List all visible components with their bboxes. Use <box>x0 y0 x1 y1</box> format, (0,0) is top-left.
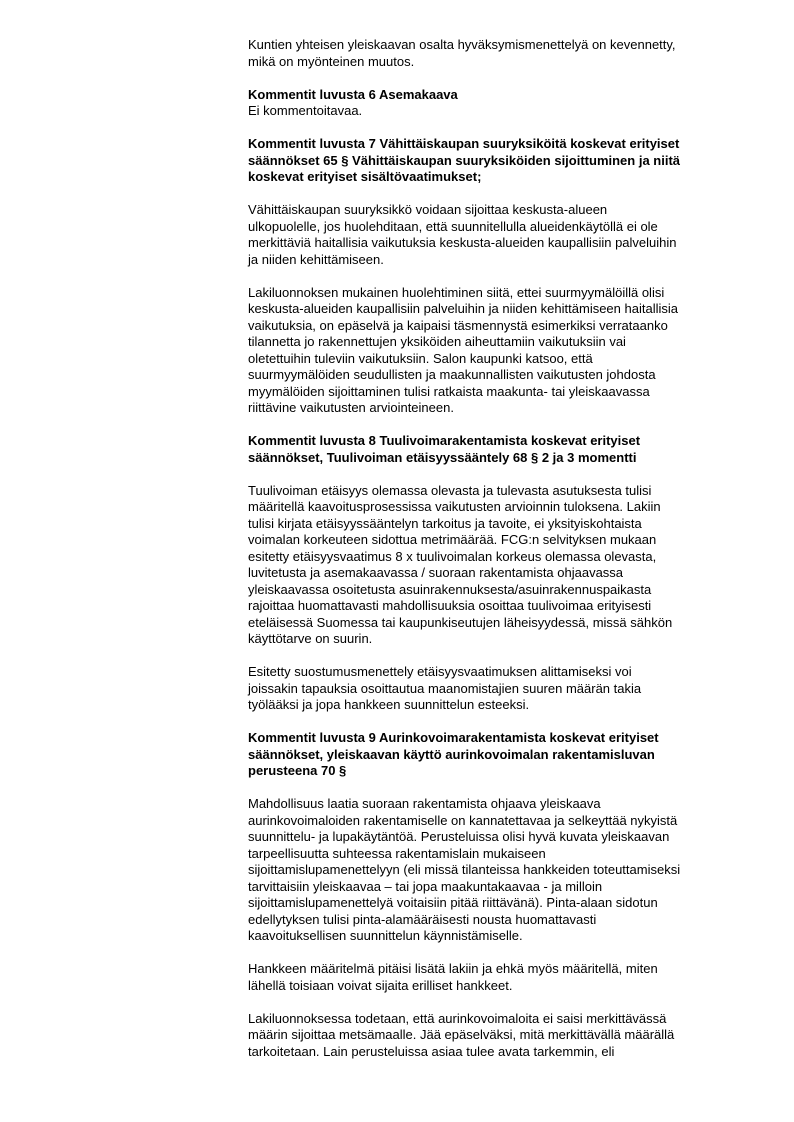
text-line: Esitetty suostumusmenettely etäisyysvaatimuksen alittamiseksi voi <box>248 664 632 679</box>
body-paragraph <box>248 37 738 70</box>
text-line: joissakin tapauksia osoittautua maanomistajien suuren määrän takia <box>248 680 642 696</box>
text-line: Kuntien yhteisen yleiskaavan osalta hyväksymismenettelyä on kevennetty, <box>248 37 676 52</box>
text-line: voimalan korkeuteen sidottua metrimäärää. FCG:n selvityksen mukaan <box>248 532 657 547</box>
text-line: aurinkovoimaloiden rakentamiselle on kannatettavaa ja selkeyttää nykyistä <box>248 812 678 828</box>
text-line: koskevat erityiset sisältövaatimukset; <box>248 169 482 184</box>
text-line: ulkopuolelle, jos huolehditaan, että suunnitellulla alueidenkäytöllä ei ole <box>248 218 658 234</box>
text-line: sijoittamislupamenettelyyn (eli missä tilanteissa hankkeiden toteuttamiseksi <box>248 862 681 877</box>
text-line: työlääksi ja jopa hankkeen suunnittelun esteeksi. <box>248 697 530 712</box>
text-line: määritellä kaavoitusprosessissa vaikutusten arvioinnin tuloksena. Lakiin <box>248 499 661 514</box>
body-paragraph <box>248 1011 738 1061</box>
text-line: Kommentit luvusta 7 Vähittäiskaupan suuryksiköitä koskevat erityiset <box>248 136 680 151</box>
text-line: suunnittelu- ja lupakäytäntöä. Perusteluissa olisi hyvä kuvata yleiskaavan <box>248 829 670 844</box>
text-line: tilannetta jo rakennettujen yksiköiden aiheuttamiin vaikutuksiin vai <box>248 334 626 349</box>
text-line: perusteena 70 § <box>248 763 347 778</box>
text-line: Lakiluonnoksessa todetaan, että aurinkovoimaloita ei saisi merkittävässä <box>248 1010 667 1026</box>
body-paragraph <box>248 664 738 714</box>
text-line: myymälöiden sijoittaminen tulisi ratkaista maakunta- tai yleiskaavassa <box>248 383 650 399</box>
text-line: Vähittäiskaupan suuryksikkö voidaan sijoittaa keskusta-alueen <box>248 202 608 217</box>
body-paragraph <box>248 961 738 994</box>
body-paragraph <box>248 202 738 268</box>
text-line: suurmyymälöiden seudullisten ja maakunnallisten vaikutusten johdosta <box>248 367 656 382</box>
body-paragraph <box>248 103 738 120</box>
text-line: esitetty etäisyysvaatimus 8 x tuulivoimalan korkeus olemassa olevasta, <box>248 548 657 564</box>
text-line: Kommentit luvusta 8 Tuulivoimarakentamista koskevat erityiset <box>248 433 641 448</box>
body-paragraph <box>248 796 738 945</box>
text-line: riittävine vaikutusten arviointeineen. <box>248 400 454 415</box>
text-line: ja niiden kehittämiseen. <box>248 251 384 267</box>
text-line: lähellä toisiaan voivat sijaita erilliset hankkeet. <box>248 977 513 993</box>
text-line: eteläisessä Suomessa tai kaupunkiseutujen läheisyydessä, missä sähkön <box>248 614 673 630</box>
text-line: oletettuihin tuleviin vaikutuksiin. Salon kaupunki katsoo, että <box>248 350 593 366</box>
section-heading <box>248 136 738 186</box>
text-line: vaikutuksia, on epäselvä ja kaipaisi täsmennystä esimerkiksi verrataanko <box>248 317 668 333</box>
text-line: mikä on myönteinen muutos. <box>248 53 415 69</box>
text-line: säännökset, Tuulivoiman etäisyyssääntely 68 § 2 ja 3 momentti <box>248 449 637 465</box>
text-line: tarpeellisuutta suhteessa rakentamislain mukaiseen <box>248 845 546 861</box>
text-line: määrin sijoittaa metsämaalle. Jää epäselväksi, mitä merkittävällä määrällä <box>248 1027 675 1042</box>
document-page <box>248 37 738 1060</box>
body-paragraph <box>248 483 738 648</box>
text-line: käyttötarve on suurin. <box>248 631 373 646</box>
text-line: sijoittamislupamenettelyä voitaisiin pitää riittävänä). Pinta-alaan sidotun <box>248 895 658 910</box>
text-line: luvitetusta ja asemakaavassa / suoraan rakentamista ohjaavassa <box>248 565 624 580</box>
text-line: Ei kommentoitavaa. <box>248 103 363 118</box>
section-heading <box>248 730 738 780</box>
text-line: tarvittaisiin yleiskaavaa – tai jopa maakuntakaavaa - ja milloin <box>248 878 603 894</box>
text-line: tarkoitetaan. Lain perusteluissa asiaa tulee avata tarkemmin, eli <box>248 1043 615 1059</box>
section-heading <box>248 87 738 104</box>
text-line: säännökset 65 § Vähittäiskaupan suuryksiköiden sijoittuminen ja niitä <box>248 152 681 168</box>
text-line: Kommentit luvusta 6 Asemakaava <box>248 86 458 102</box>
text-line: säännökset, yleiskaavan käyttö aurinkovoimalan rakentamisluvan <box>248 746 655 762</box>
text-line: Lakiluonnoksen mukainen huolehtiminen siitä, ettei suurmyymälöillä olisi <box>248 284 665 300</box>
text-line: rajoittaa huomattavasti mahdollisuuksia osoittaa tuulivoimaa erityisesti <box>248 598 652 613</box>
text-line: Tuulivoiman etäisyys olemassa olevasta ja tulevasta asutuksesta tulisi <box>248 482 652 498</box>
text-line: tulisi kirjata etäisyyssääntelyn tarkoitus ja tavoite, ei yksityiskohtaista <box>248 515 642 531</box>
text-line: keskusta-alueiden kaupallisiin palveluihin ja niiden kehittämiseen haitallisia <box>248 301 678 316</box>
text-line: kaavoituksellisen suunnittelun käynnistämiselle. <box>248 928 523 943</box>
text-line: Mahdollisuus laatia suoraan rakentamista ohjaava yleiskaava <box>248 796 601 811</box>
text-line: Kommentit luvusta 9 Aurinkovoimarakentamista koskevat erityiset <box>248 730 659 745</box>
text-line: yleiskaavassa osoitetusta asuinrakennuksesta/asuinrakennuspaikasta <box>248 581 652 597</box>
text-line: Hankkeen määritelmä pitäisi lisätä lakiin ja ehkä myös määritellä, miten <box>248 961 658 976</box>
text-line: edellytyksen tulisi pinta-alamääräisesti nousta huomattavasti <box>248 911 597 927</box>
section-heading <box>248 433 738 466</box>
body-paragraph <box>248 285 738 417</box>
text-line: merkittäviä haitallisia vaikutuksia keskusta-alueiden kaupallisiin palveluihin <box>248 235 677 250</box>
